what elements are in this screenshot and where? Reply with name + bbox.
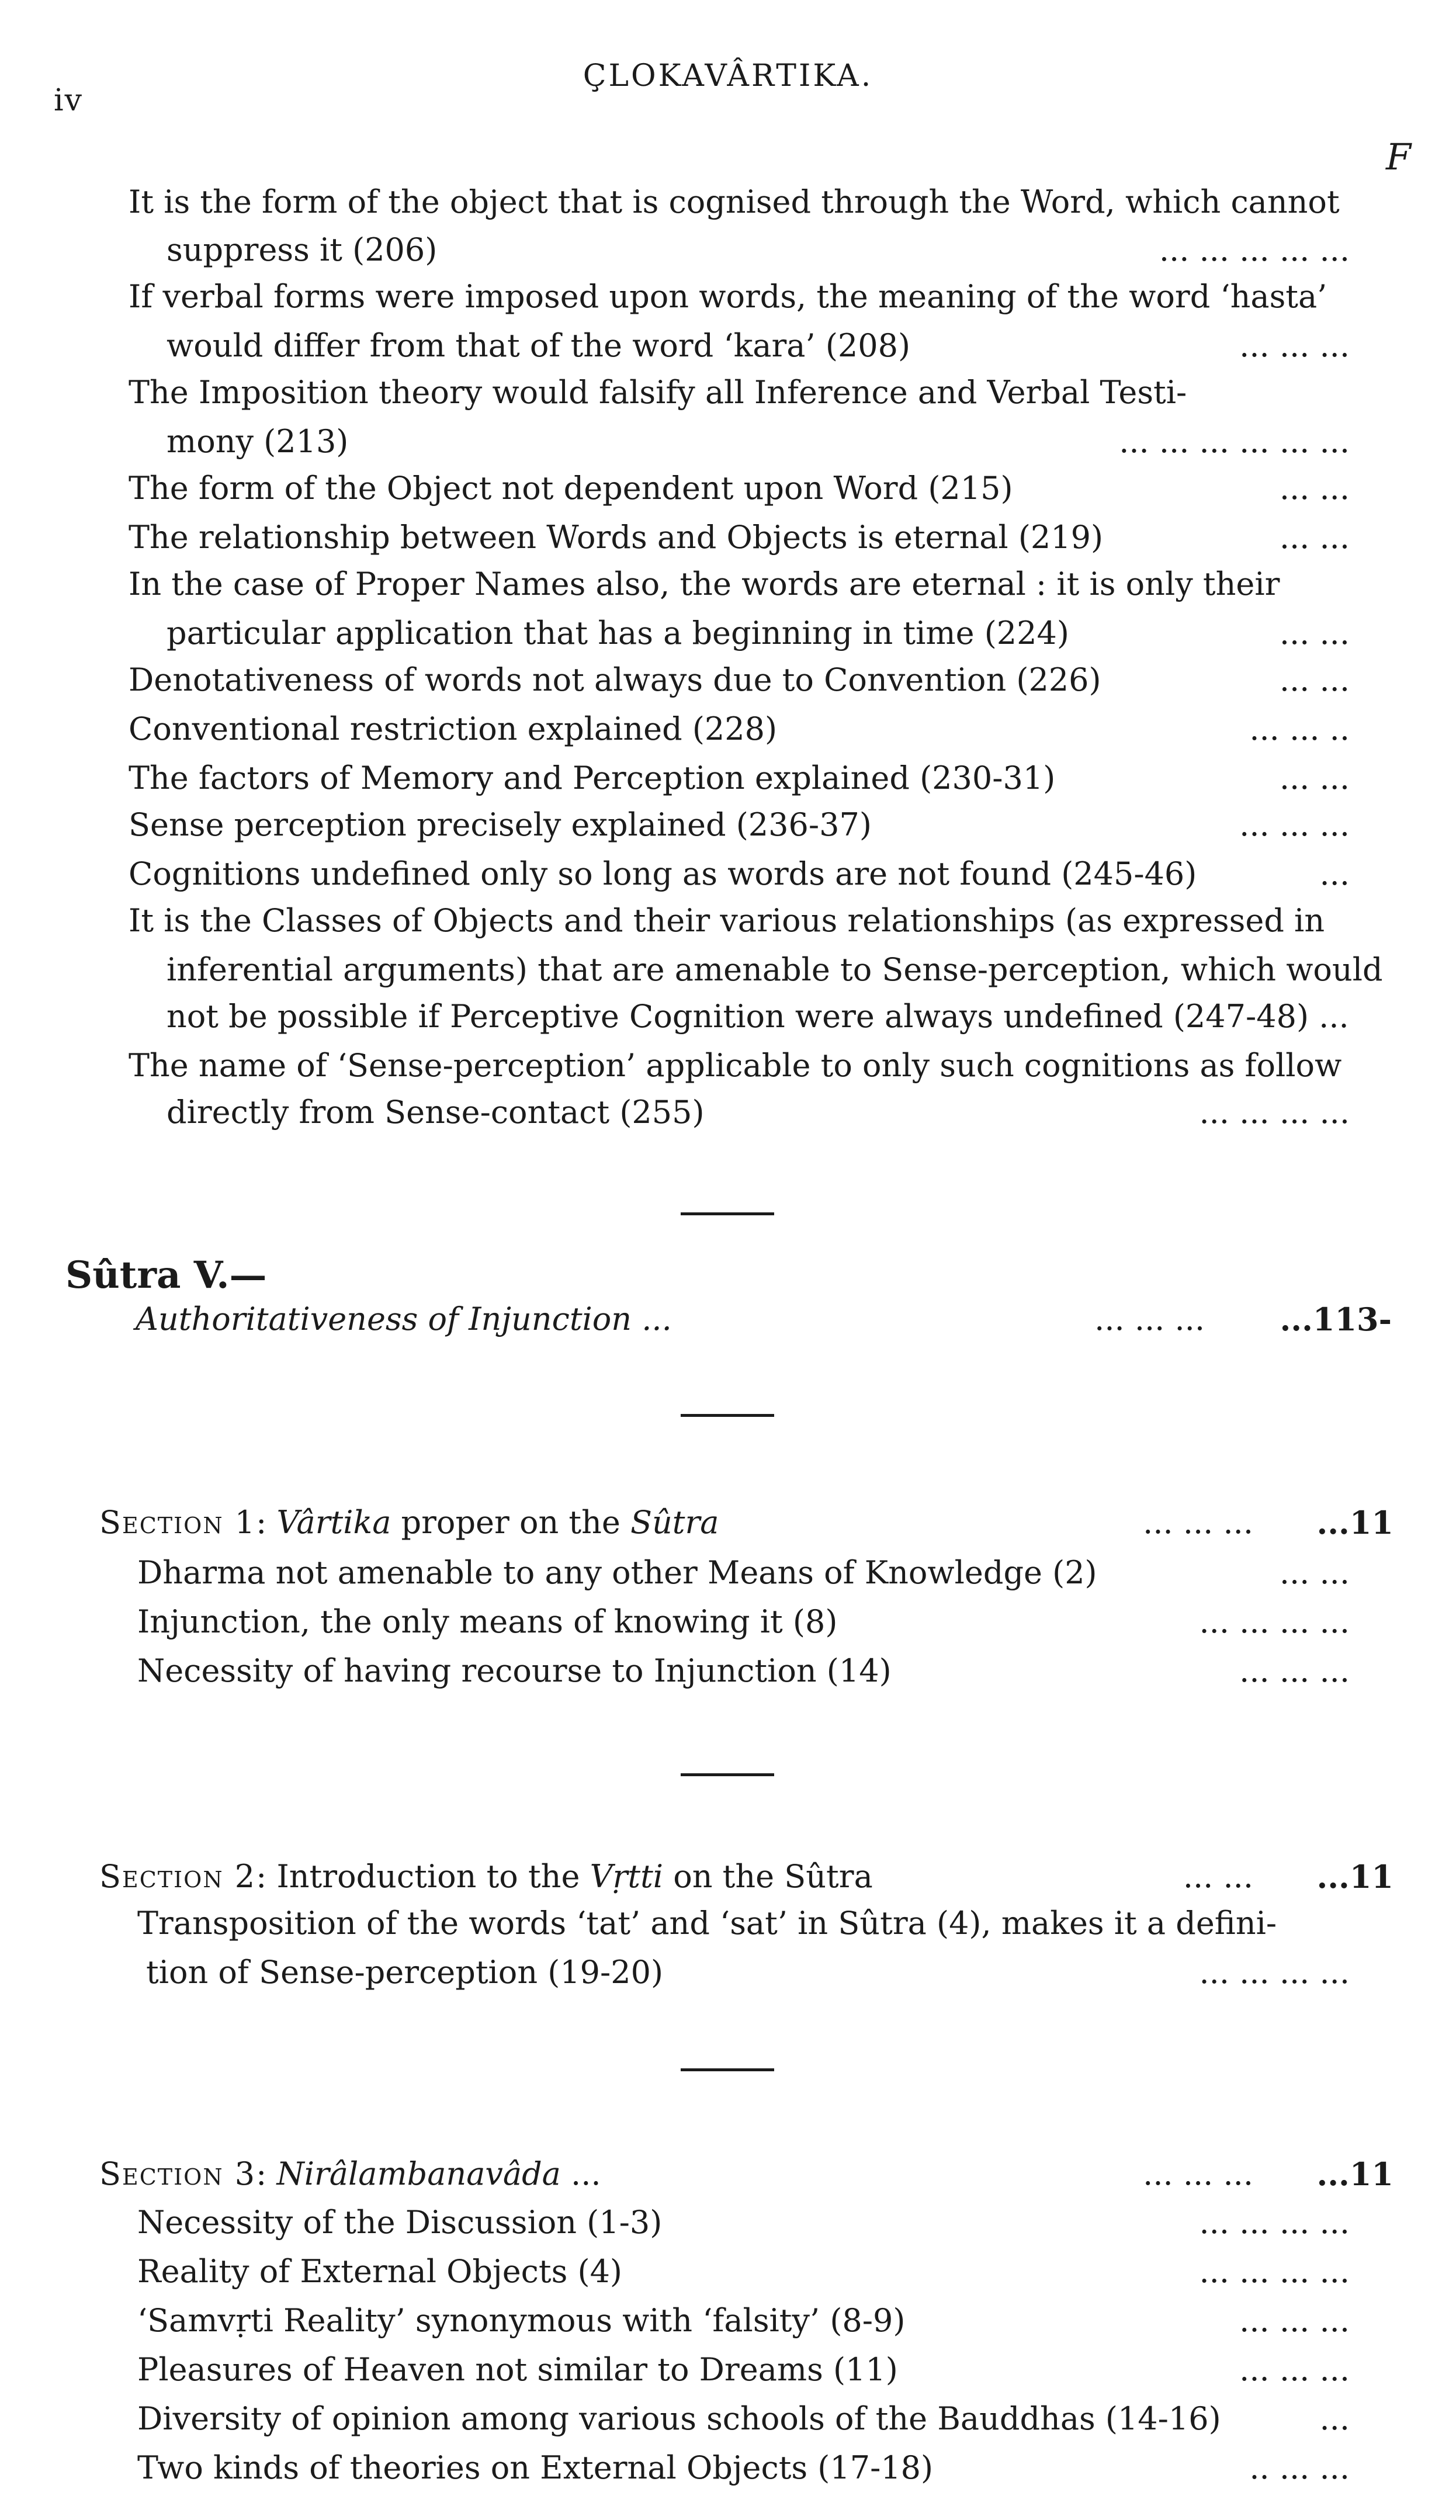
- leader-dots: ... ... ...: [1239, 2302, 1350, 2339]
- toc-entry: If verbal forms were imposed upon words, the meaning of the word ‘hasta’: [129, 278, 1327, 315]
- leader-dots: ... ...: [1183, 1858, 1253, 1895]
- leader-dots: ... ... ... ...: [1199, 2253, 1350, 2290]
- toc-entry: Transposition of the words ‘tat’ and ‘sat’ in Sûtra (4), makes it a defini-: [137, 1905, 1277, 1942]
- toc-entry: Diversity of opinion among various schools of the Bauddhas (14-16) ...: [137, 2398, 1350, 2440]
- section-page-ref: ...11: [1316, 1504, 1393, 1541]
- section-heading: Section 2: Introduction to the Vṛtti on the Sûtra ... ... ...11: [99, 1856, 1393, 1898]
- leader-dots: ... ... ... ...: [1199, 1954, 1350, 1991]
- toc-entry: The name of ‘Sense-perception’ applicable to only such cognitions as follow: [129, 1047, 1342, 1084]
- leader-dots: ... ... ... ... ... ...: [1119, 423, 1350, 460]
- section-heading: Section 3: Nirâlambanavâda ... ... ... ... ...11: [99, 2153, 1393, 2195]
- toc-entry: Reality of External Objects (4) ... ... ... ...: [137, 2251, 1350, 2293]
- toc-entry: ‘Samvṛti Reality’ synonymous with ‘falsity’ (8-9) ... ... ...: [137, 2300, 1350, 2342]
- toc-entry: Cognitions undefined only so long as words are not found (245-46) ...: [129, 853, 1350, 895]
- running-head: ÇLOKAVÂRTIKA.: [583, 58, 873, 93]
- toc-entry: The form of the Object not dependent upon Word (215) ... ...: [129, 467, 1350, 509]
- toc-entry: directly from Sense-contact (255) ... ... ... ...: [167, 1091, 1350, 1134]
- section-heading: Section 1: Vârtika proper on the Sûtra ... ... ... ...11: [99, 1502, 1393, 1544]
- section-divider: [681, 1212, 774, 1215]
- leader-dots: ...: [1319, 855, 1350, 892]
- toc-entry: Denotativeness of words not always due to Convention (226) ... ...: [129, 659, 1350, 701]
- leader-dots: ...: [1319, 2400, 1350, 2437]
- section-divider: [681, 1773, 774, 1776]
- page-number: iv: [54, 83, 84, 118]
- leader-dots: ... ... ..: [1249, 710, 1350, 747]
- leader-dots: ... ...: [1279, 1554, 1350, 1591]
- toc-entry: Pleasures of Heaven not similar to Dreams (11) ... ... ...: [137, 2349, 1350, 2391]
- section-divider: [681, 1414, 774, 1417]
- toc-entry: tion of Sense-perception (19-20) ... ... ... ...: [146, 1951, 1350, 1994]
- sutra-heading: Sûtra V.—: [65, 1253, 267, 1297]
- toc-entry: It is the Classes of Objects and their various relationships (as expressed in: [129, 902, 1325, 939]
- toc-entry: The relationship between Words and Objects is eternal (219) ... ...: [129, 517, 1350, 559]
- leader-dots: ... ... ...: [1239, 806, 1350, 843]
- leader-dots: ... ... ...: [1143, 2155, 1253, 2192]
- cropped-edge-letter: F: [1386, 136, 1412, 178]
- toc-entry: Injunction, the only means of knowing it (8) ... ... ... ...: [137, 1601, 1350, 1643]
- toc-entry: Dharma not amenable to any other Means of Knowledge (2) ... ...: [137, 1552, 1350, 1594]
- toc-entry: inferential arguments) that are amenable to Sense-perception, which would: [167, 951, 1383, 988]
- toc-entry: suppress it (206) ... ... ... ... ...: [167, 229, 1350, 271]
- leader-dots: ... ...: [1279, 615, 1350, 651]
- leader-dots: ... ...: [1279, 519, 1350, 556]
- leader-dots: ... ...: [1279, 760, 1350, 796]
- toc-entry: particular application that has a beginning in time (224) ... ...: [167, 612, 1350, 654]
- leader-dots: ... ... ... ... ...: [1159, 231, 1350, 268]
- toc-entry: It is the form of the object that is cognised through the Word, which cannot: [129, 183, 1340, 220]
- toc-entry: Conventional restriction explained (228) ... ... ..: [129, 708, 1350, 750]
- section-page-ref: ...11: [1316, 1858, 1393, 1895]
- leader-dots: ... ... ...: [1143, 1504, 1253, 1541]
- leader-dots: ... ... ... ...: [1199, 1094, 1350, 1131]
- leader-dots: ... ... ...: [1239, 2351, 1350, 2388]
- leader-dots: ... ... ...: [1239, 1652, 1350, 1689]
- toc-entry: Two kinds of theories on External Objects (17-18) .. ... ...: [137, 2447, 1350, 2489]
- toc-entry: Necessity of having recourse to Injunction (14) ... ... ...: [137, 1650, 1350, 1692]
- toc-entry: would differ from that of the word ‘kara’ (208) ... ... ...: [167, 325, 1350, 367]
- section-page-ref: ...11: [1316, 2155, 1393, 2193]
- sutra-subtitle: Authoritativeness of Injunction ... ... ... ... ...113-: [136, 1298, 1392, 1340]
- toc-entry: Sense perception precisely explained (236-37) ... ... ...: [129, 804, 1350, 846]
- leader-dots: ... ... ... ...: [1199, 1603, 1350, 1640]
- leader-dots: ... ... ... ...: [1199, 2204, 1350, 2241]
- leader-dots: ... ... ...: [1094, 1301, 1205, 1337]
- sutra-page-ref: ...113-: [1280, 1301, 1392, 1338]
- toc-entry: In the case of Proper Names also, the words are eternal : it is only their: [129, 566, 1280, 602]
- leader-dots: .. ... ...: [1249, 2449, 1350, 2486]
- leader-dots: ... ... ...: [1239, 327, 1350, 364]
- toc-entry: not be possible if Perceptive Cognition were always undefined (247-48) ...: [167, 998, 1349, 1035]
- leader-dots: ... ...: [1279, 661, 1350, 698]
- toc-entry: The Imposition theory would falsify all Inference and Verbal Testi-: [129, 374, 1187, 411]
- section-divider: [681, 2068, 774, 2071]
- toc-entry: The factors of Memory and Perception explained (230-31) ... ...: [129, 757, 1350, 799]
- toc-entry: Necessity of the Discussion (1-3) ... ... ... ...: [137, 2202, 1350, 2244]
- toc-entry: mony (213) ... ... ... ... ... ...: [167, 421, 1350, 463]
- leader-dots: ... ...: [1279, 470, 1350, 507]
